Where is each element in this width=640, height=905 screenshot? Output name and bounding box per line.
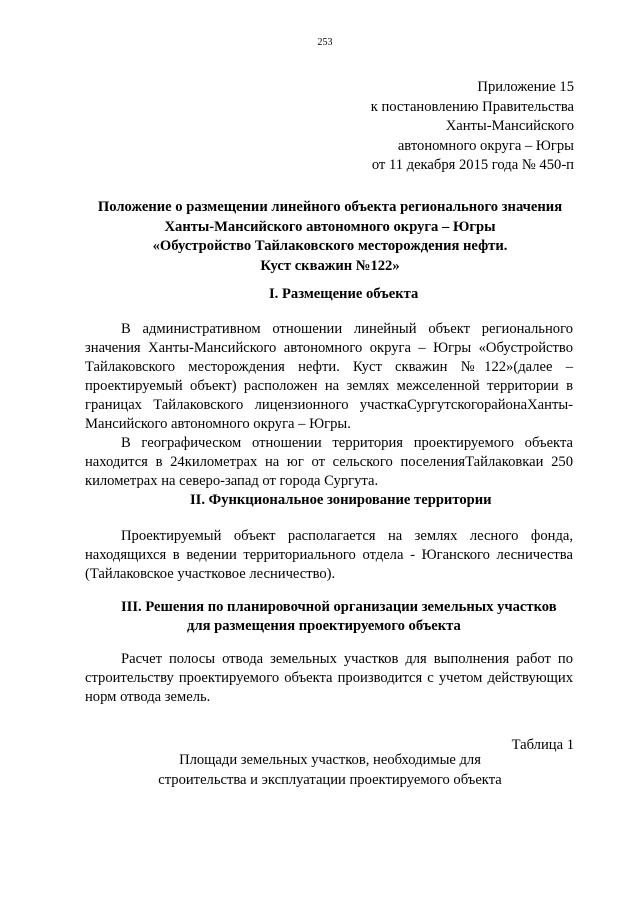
section-1-paragraph: В административном отношении линейный объект регионального значения Ханты-Мансийского автономного округа – Югры «Обустройство Тайлаковского месторождения нефти. Куст скважин №122»(далее – проектируемый объект) расположен на землях межселенной территории в границах Тайлаковского лицензионного участкаСургутскогорайонаХанты-Мансийского автономного округа – Югры. (85, 321, 573, 432)
document-title (70, 198, 590, 276)
title-line: Положение о размещении линейного объекта регионального значения (97, 199, 563, 215)
appendix-line: Приложение 15 (477, 79, 574, 95)
section-1-heading: I. Размещение объекта (269, 286, 419, 302)
appendix-line: автономного округа – Югры (397, 137, 574, 154)
table-caption (70, 750, 590, 790)
appendix-line: Ханты-Мансийского (445, 118, 574, 135)
table-label: Таблица 1 (511, 737, 574, 753)
title-line: «Обустройство Тайлаковского месторождения нефти. (152, 238, 508, 255)
appendix-line: к постановлению Правительства (370, 98, 574, 115)
title-line: Куст скважин №122» (260, 257, 400, 274)
appendix-line: от 11 декабря 2015 года № 450-п (371, 157, 574, 174)
table-caption-line: строительства и эксплуатации проектируемого объекта (158, 772, 502, 788)
section-2-paragraph: Проектируемый объект располагается на землях лесного фонда, находящихся в ведении территориального отдела - Юганского лесничества (Тайлаковское участковое лесничество). (85, 528, 573, 582)
section-3-heading-line2: для размещения проектируемого объекта (187, 618, 461, 634)
section-1-paragraph: В географическом отношении территория проектируемого объекта находится в 24километрах на юг от сельского поселенияТайлаковкаи 250 километрах на северо-запад от города Сургута. (85, 435, 573, 489)
section-3-heading-line1: III. Решения по планировочной организации земельных участков (121, 599, 557, 615)
appendix-block (371, 78, 574, 176)
page-number: 253 (317, 37, 333, 48)
table-caption-line: Площади земельных участков, необходимые для (179, 752, 481, 768)
section-3-paragraph: Расчет полосы отвода земельных участков для выполнения работ по строительству проектируемого объекта производится с учетом действующих норм отвода земель. (85, 651, 573, 705)
section-2-heading: II. Функциональное зонирование территории (190, 492, 492, 508)
title-line: Ханты-Мансийского автономного округа – Югры (164, 218, 496, 235)
